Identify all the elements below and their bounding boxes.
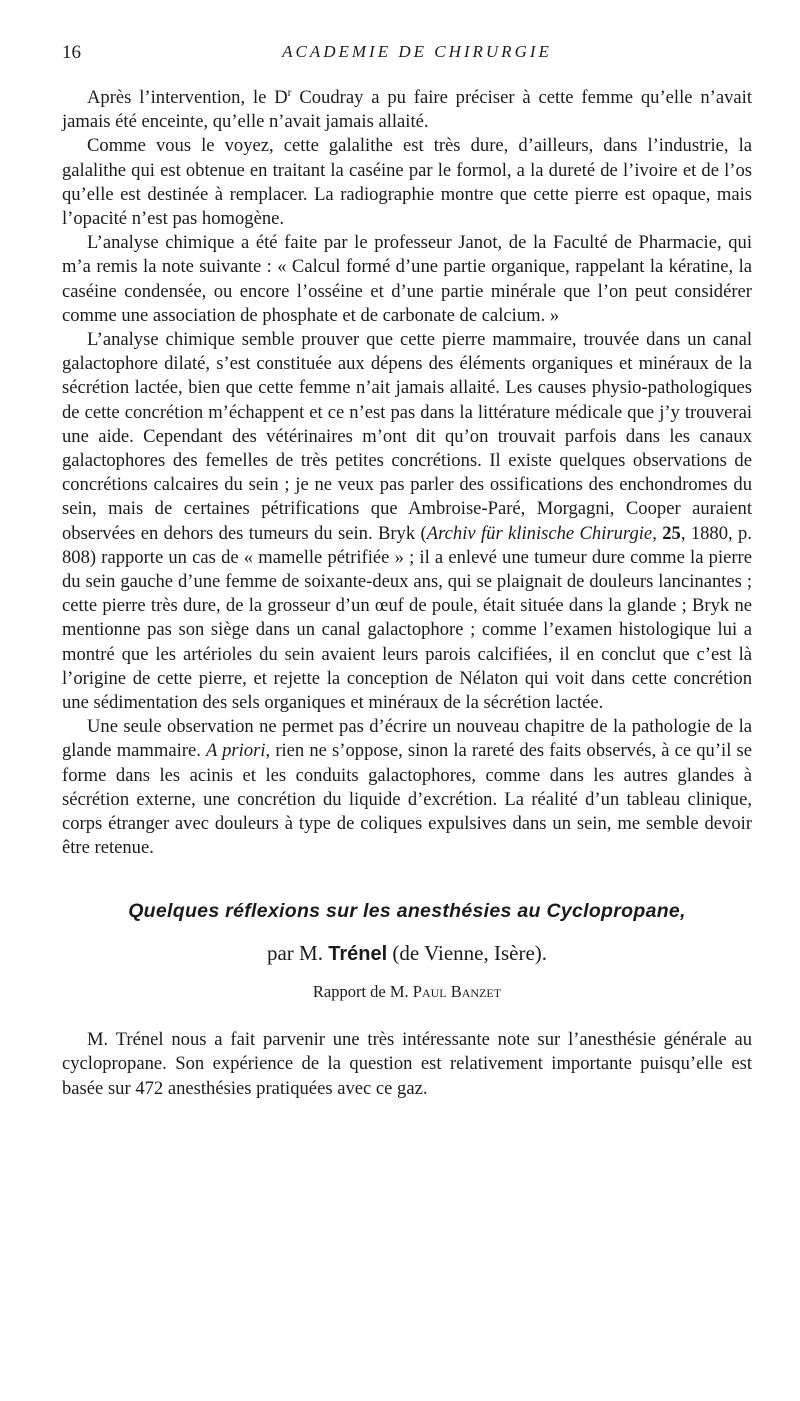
paragraph <box>62 328 752 715</box>
article-body <box>62 86 752 1101</box>
italic-text: A priori <box>205 740 266 762</box>
report-body <box>62 1028 752 1101</box>
byline-prefix: par M. <box>266 940 329 965</box>
text-run: L’analyse chimique a été faite par le professeur Janot, de la Faculté de Pharmacie, qui m’a remis la note suivante : « Calcul formé d’une partie organique, rappelant la kératine, la caséine condensée, ou encore l’osséine et d’une partie minérale que l’on peut considérer comme une association de phosphate et de carbonate de calcium. » <box>62 232 752 326</box>
paragraph <box>62 231 752 328</box>
italic-text: Archiv für klinische Chirurgie <box>426 522 653 544</box>
report-prefix: Rapport de M. <box>312 981 413 1001</box>
bold-text: 25 <box>662 522 681 544</box>
document-page <box>0 42 800 1401</box>
page-header <box>62 42 752 72</box>
text-run: , rien ne s’oppose, sinon la rareté des faits observés, à ce qu’il se forme dans les acinis et les conduits galactophores, comme dans les autres glandes à sécrétion externe, une concrétion du liquide d’excrétion. La réalité d’un tableau clinique, corps étranger avec douleurs à type de coliques expulsives dans un sein, me semble devoir être retenue. <box>62 740 752 859</box>
report-line <box>62 980 752 1004</box>
text-run: L’analyse chimique semble prouver que cette pierre mammaire, trouvée dans un canal galactophore dilaté, s’est constituée aux dépens des éléments organiques et minéraux de la sécrétion lactée, bien que cette femme n’ait jamais allaité. Les causes physio-pathologiques de cette concrétion m’échappent et ce n’est pas dans la littérature médicale que j’y trouverai une aide. Cependant des vétérinaires m’ont dit qu’on trouvait parfois dans les canaux galactophores des femelles de très petites concrétions. Il existe quelques observations de concrétions calcaires du sein ; je ne veux pas parler des ossifications des enchondromes du sein, mais de certaines pétrifications que Ambroise-Paré, Morgagni, Cooper auraient observées en dehors des tumeurs du sein. Bryk ( <box>62 329 752 544</box>
text-run: , 1880, p. 808) rapporte un cas de « mamelle pétrifiée » ; il a enlevé une tumeur dure comme la pierre du sein gauche d’une femme de soixante-deux ans, qui se plaignait de douleurs lancinantes ; cette pierre très dure, de la grosseur d’un œuf de poule, était située dans la glande ; Bryk ne mentionne pas son siège dans un canal galactophore ; comme l’examen histologique lui a montré que les artérioles du sein avaient leurs parois calcifiées, il en conclut que c’est là l’origine de cette pierre, et rejette la conception de Nélaton qui voit dans cette concrétion une sédimentation des sels organiques et minéraux de la sécrétion lactée. <box>62 522 752 714</box>
text-run: Une seule observation ne permet pas d’écrire un nouveau chapitre de la pathologie de la glande mammaire. <box>62 716 752 762</box>
paragraph <box>62 715 752 860</box>
section-byline <box>62 941 752 966</box>
text-run: M. Trénel nous a fait parvenir une très intéressante note sur l’anesthésie générale au cyclopropane. Son expérience de la question est relativement importante puisqu’elle est basée sur 472 anesthésies pratiquées avec ce gaz. <box>62 1029 752 1099</box>
text-run: Après l’intervention, le D <box>87 87 288 108</box>
paragraph <box>62 86 752 134</box>
text-run: Comme vous le voyez, cette galalithe est très dure, d’ailleurs, dans l’industrie, la galalithe qui est obtenue en traitant la caséine par le formol, a la dureté de l’ivoire et de l’os qu’elle est destinée à remplacer. La radiographie montre que cette pierre est opaque, mais l’opacité n’est pas homogène. <box>62 135 752 230</box>
paragraph <box>62 134 752 231</box>
superscript-text: r <box>287 86 292 99</box>
paragraph <box>62 1028 752 1101</box>
section-title: Quelques réflexions sur les anesthésies au Cyclopropane, <box>128 899 686 922</box>
text-run: , <box>652 522 663 544</box>
byline-suffix: (de Vienne, Isère). <box>387 940 548 965</box>
reporter-name: Paul Banzet <box>412 981 502 1001</box>
running-title: ACADEMIE DE CHIRURGIE <box>282 42 552 61</box>
author-name: Trénel <box>328 942 388 965</box>
text-run: Coudray a pu faire préciser à cette femme qu’elle n’avait jamais été enceinte, qu’elle n’avait jamais allaité. <box>62 87 752 133</box>
page-number: 16 <box>62 42 81 63</box>
